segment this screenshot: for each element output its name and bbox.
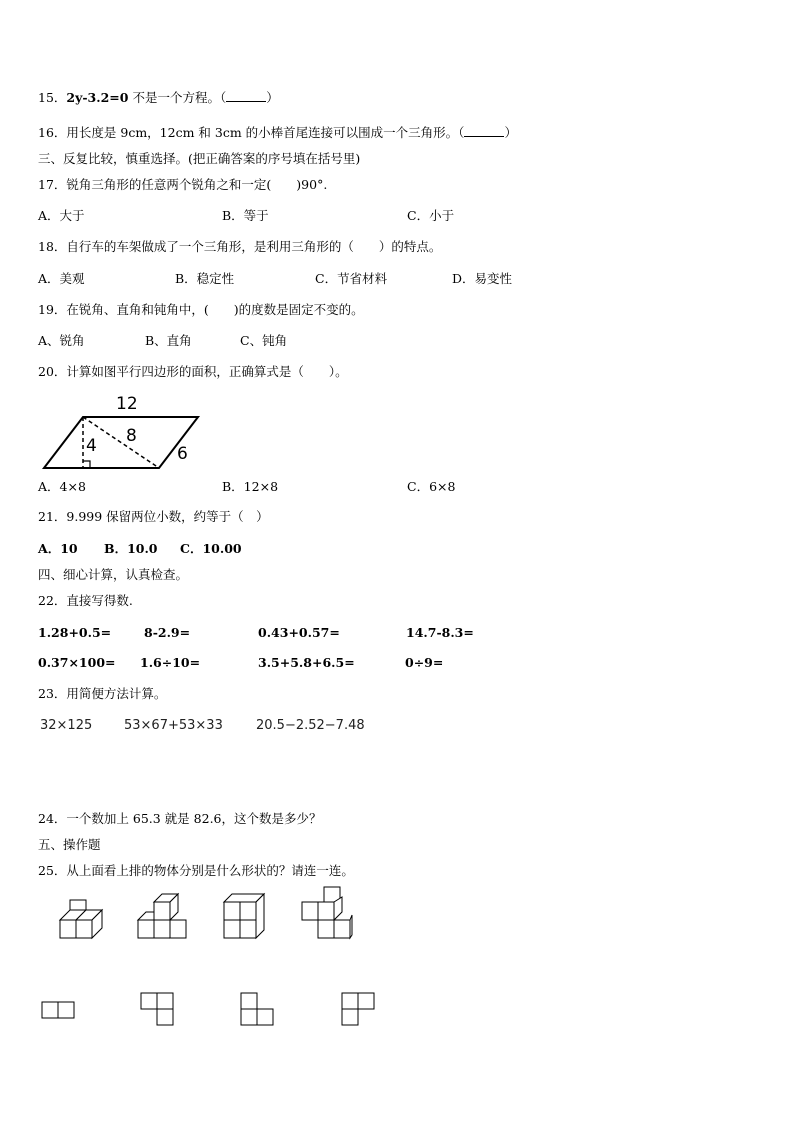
answer-blank-16[interactable] [464, 124, 504, 137]
label-diagonal-8: 8 [126, 426, 137, 446]
cube-objects-row [0, 885, 794, 950]
q19-option-c[interactable]: C、钝角 [240, 333, 288, 348]
question-19: 19．在锐角、直角和钝角中，( )的度数是固定不变的。 [38, 302, 364, 317]
question-15-text: 不是一个方程。（ [128, 90, 227, 105]
question-20: 20．计算如图平行四边形的面积，正确算式是（ ）。 [38, 364, 348, 379]
q20-option-b[interactable]: B．12×8 [222, 479, 279, 494]
q19-option-b[interactable]: B、直角 [145, 333, 192, 348]
question-15-expression: 2y-3.2=0 [66, 90, 129, 105]
question-17: 17．锐角三角形的任意两个锐角之和一定( )90°. [38, 177, 328, 192]
question-15 [38, 89, 279, 106]
calc-r2-c3: 3.5+5.8+6.5= [258, 655, 355, 670]
calc-r2-c4: 0÷9= [405, 655, 444, 670]
section-3-heading: 三、反复比较，慎重选择。(把正确答案的序号填在括号里) [38, 151, 361, 166]
top-view-3 [241, 993, 273, 1025]
question-23: 23．用简便方法计算。 [38, 686, 167, 701]
q18-option-a[interactable]: A．美观 [38, 271, 85, 286]
calc-r1-c4: 14.7-8.3= [406, 625, 474, 640]
q18-option-d[interactable]: D．易变性 [452, 271, 513, 286]
q18-option-b[interactable]: B．稳定性 [175, 271, 235, 286]
expression-1: 32×125 [40, 718, 93, 733]
top-views-row [0, 985, 794, 1030]
q17-option-b[interactable]: B．等于 [222, 208, 269, 223]
calc-r2-c1: 0.37×100= [38, 655, 116, 670]
calc-r1-c2: 8-2.9= [144, 625, 191, 640]
calc-r1-c3: 0.43+0.57= [258, 625, 340, 640]
parallelogram-figure [36, 390, 206, 472]
label-height-4: 4 [86, 436, 97, 456]
label-side-6: 6 [177, 444, 188, 464]
q18-option-c[interactable]: C．节省材料 [315, 271, 388, 286]
calc-r1-c1: 1.28+0.5= [38, 625, 112, 640]
calc-r2-c2: 1.6÷10= [140, 655, 201, 670]
question-25: 25．从上面看上排的物体分别是什么形状的？请连一连。 [38, 863, 354, 878]
cube-object-2 [138, 894, 186, 938]
question-15-number: 15． [38, 90, 67, 105]
cube-object-4 [302, 887, 352, 938]
question-18: 18．自行车的车架做成了一个三角形，是利用三角形的（ ）的特点。 [38, 239, 442, 254]
top-view-4 [342, 993, 374, 1025]
q19-option-a[interactable]: A、锐角 [38, 333, 85, 348]
q17-option-a[interactable]: A．大于 [38, 208, 85, 223]
expression-2: 53×67+53×33 [124, 718, 223, 733]
question-24: 24．一个数加上 65.3 就是 82.6，这个数是多少？ [38, 811, 322, 826]
top-view-2 [141, 993, 173, 1025]
question-22: 22．直接写得数. [38, 593, 133, 608]
q20-option-a[interactable]: A．4×8 [38, 479, 86, 494]
question-16-text: 用长度是 9cm，12cm 和 3cm 的小棒首尾连接可以围成一个三角形。（ [66, 125, 465, 140]
cube-object-3 [224, 894, 264, 938]
top-view-1 [42, 1002, 74, 1018]
question-16 [38, 124, 517, 141]
section-4-heading: 四、细心计算，认真检查。 [38, 567, 189, 582]
expression-3: 20.5−2.52−7.48 [256, 718, 365, 733]
question-16-number: 16． [38, 125, 67, 140]
cube-object-1 [60, 900, 102, 938]
section-5-heading: 五、操作题 [38, 837, 101, 852]
question-15-close: ） [266, 90, 279, 105]
question-16-close: ） [504, 125, 517, 140]
q17-option-c[interactable]: C．小于 [407, 208, 455, 223]
q21-option-c[interactable]: C．10.00 [180, 541, 242, 556]
q20-option-c[interactable]: C．6×8 [407, 479, 456, 494]
q21-option-b[interactable]: B．10.0 [104, 541, 158, 556]
right-angle-mark [83, 461, 90, 468]
q21-option-a[interactable]: A．10 [38, 541, 78, 556]
question-21: 21．9.999 保留两位小数，约等于（ ） [38, 509, 269, 524]
label-top-12: 12 [116, 394, 138, 414]
answer-blank-15[interactable] [226, 89, 266, 102]
